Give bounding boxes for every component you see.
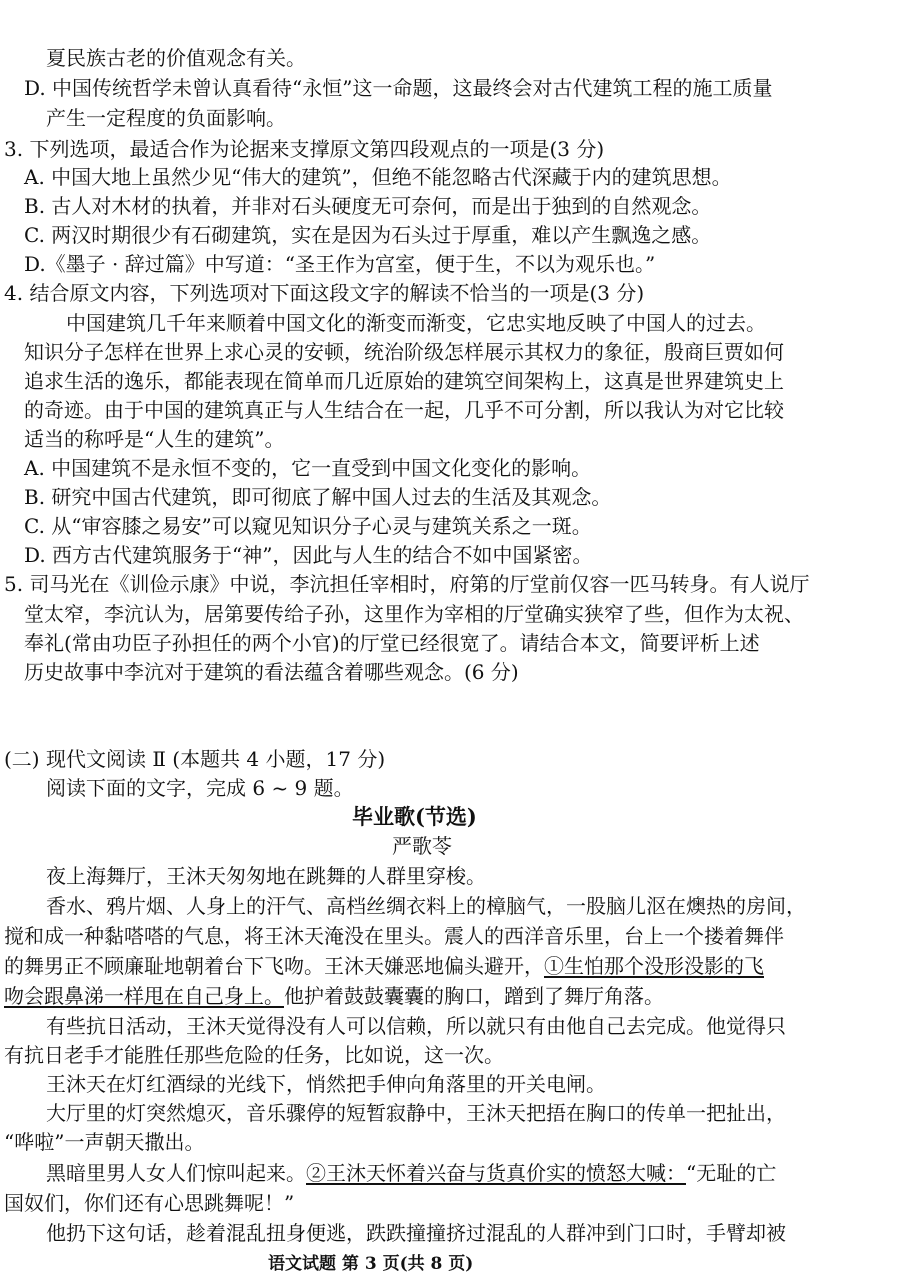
passage-line: “哗啦”一声朝天撒出。 <box>4 1130 205 1154</box>
passage-line: 搅和成一种黏嗒嗒的气息，将王沐天淹没在里头。震人的西洋音乐里，台上一个搂着舞伴 <box>4 924 784 948</box>
passage-text: 他护着鼓鼓囊囊的胸口，蹭到了舞厅角落。 <box>284 984 664 1008</box>
question-3-stem: 3. 下列选项，最适合作为论据来支撑原文第四段观点的一项是(3 分) <box>4 137 605 161</box>
passage-author: 严歌苓 <box>392 834 452 858</box>
section-heading: (二) 现代文阅读 Ⅱ (本题共 4 小题，17 分) <box>4 747 386 771</box>
passage-text: 的舞男正不顾廉耻地朝着台下飞吻。王沐天嫌恶地偏头避开， <box>4 954 544 978</box>
question-5-cont: 奉礼(常由功臣子孙担任的两个小官)的厅堂已经很宽了。请结合本文，简要评析上述 <box>24 631 760 655</box>
passage-line: 有抗日老手才能胜任那些危险的任务，比如说，这一次。 <box>4 1043 504 1067</box>
passage-line: 大厅里的灯突然熄灭，音乐骤停的短暂寂静中，王沐天把捂在胸口的传单一把扯出， <box>46 1101 786 1125</box>
passage-line <box>4 952 764 980</box>
passage-line <box>4 982 664 1010</box>
passage-line <box>46 1159 776 1187</box>
quote-line: 追求生活的逸乐，都能表现在简单而几近原始的建筑空间架构上，这真是世界建筑史上 <box>24 369 784 393</box>
question-5-cont: 堂太窄，李沆认为，居第要传给子孙，这里作为宰相的厅堂确实狭窄了些，但作为太祝、 <box>24 602 804 626</box>
underlined-sentence-1: ①生怕那个没形没影的飞 <box>544 954 764 978</box>
page-footer: 语文试题 第 3 页(共 8 页) <box>268 1254 474 1274</box>
passage-line: 香水、鸦片烟、人身上的汗气、高档丝绸衣料上的樟脑气，一股脑儿沤在燠热的房间， <box>46 894 806 918</box>
text-line: 夏民族古老的价值观念有关。 <box>46 46 306 70</box>
question-5-cont: 历史故事中李沆对于建筑的看法蕴含着哪些观念。(6 分) <box>24 660 519 684</box>
option-4d: D. 西方古代建筑服务于“神”，因此与人生的结合不如中国紧密。 <box>24 543 593 567</box>
passage-title: 毕业歌(节选) <box>352 804 477 829</box>
quote-line: 适当的称呼是“人生的建筑”。 <box>24 427 285 451</box>
quote-line: 的奇迹。由于中国的建筑真正与人生结合在一起，几乎不可分割，所以我认为对它比较 <box>24 398 784 422</box>
passage-line: 他扔下这句话，趁着混乱扭身便逃，跌跌撞撞挤过混乱的人群冲到门口时，手臂却被 <box>46 1221 786 1245</box>
option-3d: D.《墨子 · 辞过篇》中写道：“圣王作为宫室，便于生，不以为观乐也。” <box>24 252 656 276</box>
quote-line: 中国建筑几千年来顺着中国文化的渐变而渐变，它忠实地反映了中国人的过去。 <box>66 311 766 335</box>
passage-text: 黑暗里男人女人们惊叫起来。 <box>46 1161 306 1185</box>
question-4-stem: 4. 结合原文内容，下列选项对下面这段文字的解读不恰当的一项是(3 分) <box>4 281 645 305</box>
option-3c: C. 两汉时期很少有石砌建筑，实在是因为石头过于厚重，难以产生飘逸之感。 <box>24 223 712 247</box>
instruction: 阅读下面的文字，完成 6 ~ 9 题。 <box>46 776 354 800</box>
question-5: 5. 司马光在《训俭示康》中说，李沆担任宰相时，府第的厅堂前仅容一匹马转身。有人说厅 <box>4 572 810 596</box>
underlined-sentence-2: ②王沐天怀着兴奋与货真价实的愤怒大喊： <box>306 1161 686 1185</box>
underlined-sentence-1-cont: 吻会跟鼻涕一样甩在自己身上。 <box>4 984 284 1008</box>
quote-line: 知识分子怎样在世界上求心灵的安顿，统治阶级怎样展示其权力的象征，殷商巨贾如何 <box>24 340 784 364</box>
option-4c: C. 从“审容膝之易安”可以窥见知识分子心灵与建筑关系之一斑。 <box>24 514 592 538</box>
option-2d: D. 中国传统哲学未曾认真看待“永恒”这一命题，这最终会对古代建筑工程的施工质量 <box>24 76 773 100</box>
passage-line: 有些抗日活动，王沐天觉得没有人可以信赖，所以就只有由他自己去完成。他觉得只 <box>46 1014 786 1038</box>
option-4a: A. 中国建筑不是永恒不变的，它一直受到中国文化变化的影响。 <box>24 456 592 480</box>
passage-line: 夜上海舞厅，王沐天匆匆地在跳舞的人群里穿梭。 <box>46 864 486 888</box>
option-4b: B. 研究中国古代建筑，即可彻底了解中国人过去的生活及其观念。 <box>24 485 612 509</box>
option-2d-cont: 产生一定程度的负面影响。 <box>46 106 286 130</box>
option-3b: B. 古人对木材的执着，并非对石头硬度无可奈何，而是出于独到的自然观念。 <box>24 194 712 218</box>
passage-line: 国奴们，你们还有心思跳舞呢！” <box>4 1191 295 1215</box>
option-3a: A. 中国大地上虽然少见“伟大的建筑”，但绝不能忽略古代深藏于内的建筑思想。 <box>24 165 732 189</box>
passage-line: 王沐天在灯红酒绿的光线下，悄然把手伸向角落里的开关电闸。 <box>46 1072 606 1096</box>
passage-text: “无耻的亡 <box>686 1161 777 1185</box>
